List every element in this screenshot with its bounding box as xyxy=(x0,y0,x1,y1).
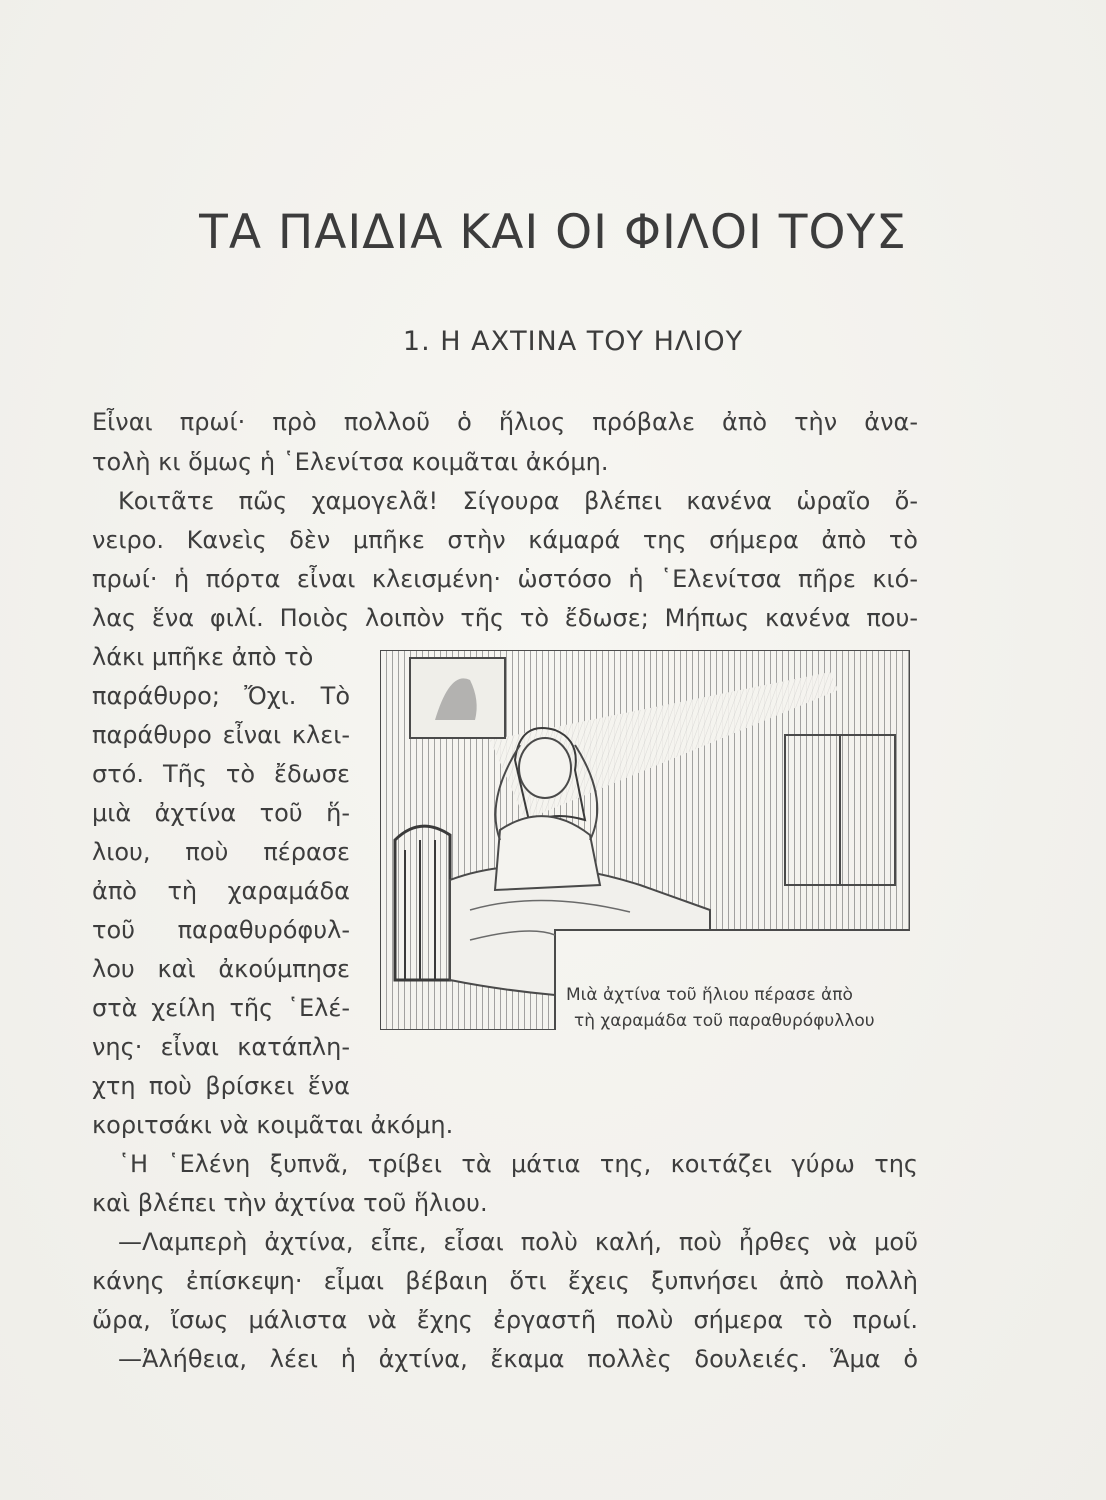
text-line: νης· εἶναι κατάπλη- xyxy=(92,1033,350,1061)
text-line: ῾Η ῾Ελένη ξυπνᾶ, τρίβει τὰ μάτια της, κοιτάζει γύρω της xyxy=(118,1150,918,1178)
page-title: ΤΑ ΠΑΙΔΙΑ ΚΑΙ ΟΙ ΦΙΛΟΙ ΤΟΥΣ xyxy=(199,205,907,260)
bedroom-illustration xyxy=(380,650,910,1030)
illustration-caption-line1: Μιὰ ἀχτίνα τοῦ ἥλιου πέρασε ἀπὸ xyxy=(566,985,853,1005)
text-line: ὥρα, ἴσως μάλιστα νὰ ἔχης ἐργαστῆ πολὺ σήμερα τὸ πρωί. xyxy=(92,1306,918,1334)
text-line: —Λαμπερὴ ἀχτίνα, εἶπε, εἶσαι πολὺ καλή, ποὺ ἦρθες νὰ μοῦ xyxy=(118,1228,918,1256)
text-line: μιὰ ἀχτίνα τοῦ ἥ- xyxy=(92,799,350,827)
text-line: τοῦ παραθυρόφυλ- xyxy=(92,916,350,944)
text-line: στὰ χείλη τῆς ῾Ελέ- xyxy=(92,994,350,1022)
text-line: λάκι μπῆκε ἀπὸ τὸ xyxy=(92,643,314,671)
text-line: Εἶναι πρωί· πρὸ πολλοῦ ὁ ἥλιος πρόβαλε ἀπὸ τὴν ἀνα- xyxy=(92,408,918,436)
text-line: κοριτσάκι νὰ κοιμᾶται ἀκόμη. xyxy=(92,1111,454,1139)
text-line: παράθυρο; Ὄχι. Τὸ xyxy=(92,682,350,710)
text-line: πρωί· ἡ πόρτα εἶναι κλεισμένη· ὡστόσο ἡ ῾Ελενίτσα πῆρε κιό- xyxy=(92,565,918,593)
text-line: στό. Τῆς τὸ ἔδωσε xyxy=(92,760,350,788)
text-line: λου καὶ ἀκούμπησε xyxy=(92,955,350,983)
text-line: τολὴ κι ὅμως ἡ ῾Ελενίτσα κοιμᾶται ἀκόμη. xyxy=(92,448,609,476)
text-line: χτη ποὺ βρίσκει ἕνα xyxy=(92,1072,350,1100)
chapter-heading: 1. Η ΑΧΤΙΝΑ ΤΟΥ ΗΛΙΟΥ xyxy=(402,326,744,357)
text-line: Κοιτᾶτε πῶς χαμογελᾶ! Σίγουρα βλέπει κανένα ὡραῖο ὄ- xyxy=(118,487,918,515)
text-line: καὶ βλέπει τὴν ἀχτίνα τοῦ ἥλιου. xyxy=(92,1189,488,1217)
text-line: κάνης ἐπίσκεψη· εἶμαι βέβαιη ὅτι ἔχεις ξυπνήσει ἀπὸ πολλὴ xyxy=(92,1267,918,1295)
text-line: λιου, ποὺ πέρασε xyxy=(92,838,350,866)
text-line: ἀπὸ τὴ χαραμάδα xyxy=(92,877,350,905)
text-line: παράθυρο εἶναι κλει- xyxy=(92,721,350,749)
illustration-caption-line2: τὴ χαραμάδα τοῦ παραθυρόφυλλου xyxy=(574,1011,875,1031)
text-line: —Ἀλήθεια, λέει ἡ ἀχτίνα, ἔκαμα πολλὲς δουλειές. Ἅμα ὁ xyxy=(118,1345,918,1373)
text-line: λας ἕνα φιλί. Ποιὸς λοιπὸν τῆς τὸ ἔδωσε; Μήπως κανένα που- xyxy=(92,604,918,632)
text-line: νειρο. Κανεὶς δὲν μπῆκε στὴν κάμαρά της σήμερα ἀπὸ τὸ xyxy=(92,526,918,554)
